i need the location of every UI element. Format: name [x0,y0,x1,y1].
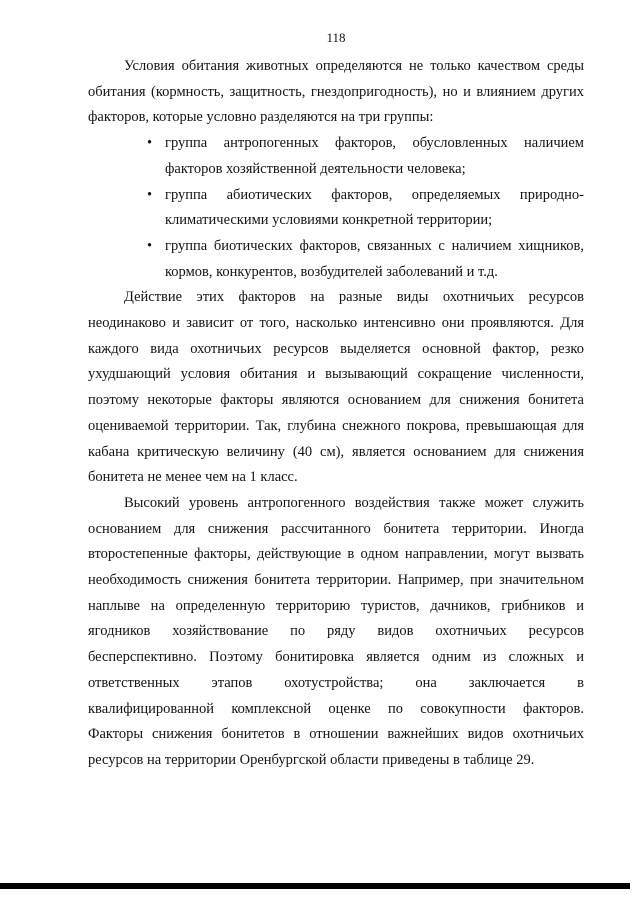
page-number: 118 [326,30,346,45]
text-line: основанием для снижения рассчитанного бонитета территории. Иногда [88,520,584,537]
text-line: группа антропогенных факторов, обусловленных наличием [165,135,584,152]
scan-edge-bar [0,883,630,889]
text-line: Высокий уровень антропогенного воздействия также может служить [124,494,584,511]
factor-group-item-biotic [88,234,584,285]
body-text [88,54,584,774]
text-line: необходимость снижения бонитета территории. Например, при значительном [88,572,584,589]
text-line: климатическими условиями конкретной территории; [165,212,493,229]
factor-group-list [88,131,584,285]
factor-group-item-abiotic [88,183,584,234]
text-line: квалифицированной комплексной оценке по совокупности факторов. [88,700,584,717]
text-line: каждого вида охотничьих ресурсов выделяется основной фактор, резко [88,340,584,357]
text-line: оцениваемой территории. Так, глубина снежного покрова, превышающая для [88,417,584,434]
text-line: группа абиотических факторов, определяемых природно- [165,186,584,203]
text-line: обитания (кормность, защитность, гнездопригодность), но и влиянием других [88,83,584,100]
paragraph-factor-effects [88,285,584,491]
text-line: кормов, конкурентов, возбудителей заболеваний и т.д. [165,263,498,280]
paragraph-intro [88,54,584,131]
text-line: Условия обитания животных определяются не только качеством среды [124,58,584,74]
text-line: ягодников хозяйствование по ряду видов охотничьих ресурсов [88,623,584,640]
text-line: поэтому некоторые факторы являются основанием для снижения бонитета [88,392,584,409]
text-line: группа биотических факторов, связанных с наличием хищников, [165,237,584,254]
text-line: факторов, которые условно разделяются на три группы: [88,109,434,126]
text-line: ухудшающий условия обитания и вызывающий сокращение численности, [88,366,584,383]
text-line: бонитета не менее чем на 1 класс. [88,469,298,486]
text-line: неодинаково и зависит от того, насколько интенсивно они проявляются. Для [88,315,584,332]
text-line: кабана критическую величину (40 см), является основанием для снижения [88,443,584,460]
text-line: Действие этих факторов на разные виды охотничьих ресурсов [124,289,584,306]
text-line: второстепенные факторы, действующие в одном направлении, могут вызвать [88,546,584,563]
bullet-marker [147,131,152,157]
text-line: ресурсов на территории Оренбургской области приведены в таблице 29. [88,751,535,768]
text-line: бесперспективно. Поэтому бонитировка является одним из сложных и [88,649,584,666]
bullet-marker [147,234,152,260]
text-line: ответственных этапов охотустройства; она заключается в [88,674,584,691]
text-line: наплыве на определенную территорию туристов, дачников, грибников и [88,597,584,614]
factor-group-item-anthropogenic [88,131,584,182]
bullet-marker [147,183,152,209]
text-line: факторов хозяйственной деятельности человека; [165,160,466,177]
paragraph-anthropogenic-impact [88,491,584,774]
text-line: Факторы снижения бонитетов в отношении важнейших видов охотничьих [88,726,584,743]
